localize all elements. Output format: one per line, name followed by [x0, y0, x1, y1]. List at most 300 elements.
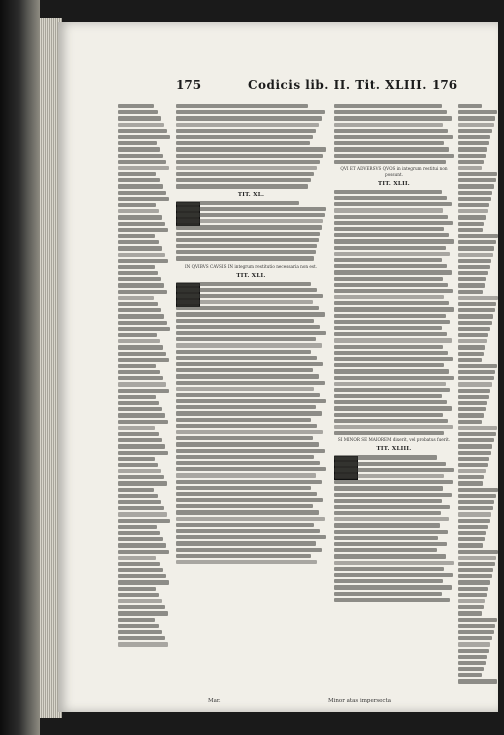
text-line — [334, 160, 446, 164]
text-line — [334, 239, 454, 243]
text-line — [176, 541, 316, 545]
text-line — [458, 512, 491, 516]
text-line — [118, 215, 162, 219]
text-line — [458, 543, 483, 547]
text-line — [118, 611, 168, 615]
text-line — [176, 201, 299, 205]
text-line — [458, 642, 490, 646]
text-line — [176, 160, 320, 164]
text-line — [334, 258, 442, 262]
text-line — [334, 270, 452, 274]
text-line — [176, 213, 325, 217]
text-line — [458, 339, 487, 343]
text-line — [458, 203, 489, 207]
text-line — [118, 475, 164, 479]
text-line — [334, 468, 454, 472]
main-column-left — [176, 104, 326, 652]
text-line — [458, 160, 484, 164]
text-line — [458, 290, 483, 294]
text-line — [458, 129, 492, 133]
text-line — [334, 573, 453, 577]
text-line — [458, 271, 488, 275]
text-line — [118, 154, 163, 158]
text-line — [334, 419, 448, 423]
text-line — [458, 382, 492, 386]
text-line — [176, 343, 322, 347]
text-line — [118, 333, 157, 337]
text-line — [118, 568, 163, 572]
text-line — [334, 511, 441, 515]
text-line — [334, 425, 453, 429]
text-line — [176, 207, 326, 211]
text-line — [458, 184, 494, 188]
text-line — [334, 530, 448, 534]
text-line — [458, 358, 482, 362]
text-line — [458, 667, 484, 671]
section-subheading: IN QVIBVS CAVSIS IN integrum restitutio necessaria non est. — [184, 263, 318, 269]
text-line — [118, 426, 155, 430]
text-line — [458, 197, 491, 201]
text-line — [118, 246, 162, 250]
text-line — [458, 679, 497, 683]
text-line — [118, 308, 161, 312]
text-line — [458, 110, 497, 114]
text-line — [176, 517, 325, 521]
text-line — [458, 519, 490, 523]
text-line — [118, 599, 162, 603]
text-line — [176, 362, 323, 366]
text-line — [176, 288, 317, 292]
text-line — [118, 370, 160, 374]
text-line — [176, 350, 311, 354]
text-line — [176, 104, 308, 108]
text-line — [118, 469, 161, 473]
text-line — [118, 382, 166, 386]
text-line — [176, 504, 313, 508]
text-line — [118, 321, 167, 325]
text-line — [118, 413, 165, 417]
text-line — [118, 512, 167, 516]
text-line — [176, 331, 326, 335]
text-line — [334, 413, 443, 417]
text-line — [118, 345, 163, 349]
text-line — [118, 184, 163, 188]
text-line — [458, 463, 488, 467]
text-line — [176, 300, 313, 304]
text-line — [176, 381, 325, 385]
text-line — [334, 123, 443, 127]
text-line — [118, 234, 155, 238]
text-line — [118, 364, 156, 368]
text-line — [176, 166, 317, 170]
text-line — [458, 562, 495, 566]
text-line — [118, 562, 160, 566]
text-line — [458, 277, 486, 281]
text-line — [334, 332, 447, 336]
text-line — [334, 233, 449, 237]
text-line — [176, 455, 314, 459]
text-line — [458, 265, 490, 269]
text-line — [334, 598, 450, 602]
text-line — [118, 587, 156, 591]
text-line — [118, 327, 170, 331]
text-line — [334, 320, 450, 324]
text-line — [118, 500, 161, 504]
text-line — [176, 337, 316, 341]
text-line — [458, 222, 484, 226]
text-line — [176, 418, 311, 422]
text-line — [176, 436, 313, 440]
text-line — [458, 395, 489, 399]
text-line — [118, 352, 166, 356]
text-line — [334, 104, 442, 108]
text-line — [458, 580, 490, 584]
text-line — [176, 473, 316, 477]
text-line — [176, 449, 325, 453]
running-title: Codicis lib. II. Tit. XLIII. — [248, 78, 427, 92]
text-line — [334, 277, 443, 281]
text-line — [458, 259, 491, 263]
text-line — [176, 387, 314, 391]
text-line — [118, 636, 165, 640]
text-line — [458, 457, 489, 461]
text-line — [334, 110, 447, 114]
text-line — [334, 363, 444, 367]
text-line — [458, 321, 492, 325]
text-line — [118, 228, 168, 232]
text-line — [176, 147, 326, 151]
text-line — [118, 519, 170, 523]
text-line — [458, 550, 498, 554]
text-line — [118, 438, 162, 442]
text-line — [458, 215, 486, 219]
main-column-right — [334, 104, 454, 652]
text-line — [334, 147, 449, 151]
text-line — [118, 253, 165, 257]
text-line — [118, 525, 157, 529]
text-line — [458, 154, 486, 158]
text-line — [118, 624, 159, 628]
running-header — [58, 78, 498, 98]
text-line — [118, 259, 168, 263]
text-line — [118, 203, 156, 207]
text-line — [176, 141, 310, 145]
text-line — [176, 368, 313, 372]
text-line — [118, 457, 155, 461]
text-line — [176, 430, 323, 434]
text-line — [334, 523, 440, 527]
text-line — [334, 190, 442, 194]
text-line — [334, 141, 444, 145]
text-line — [334, 301, 449, 305]
text-line — [458, 413, 484, 417]
text-line — [176, 178, 311, 182]
text-line — [176, 510, 319, 514]
book-page — [58, 22, 498, 712]
text-line — [458, 568, 493, 572]
text-line — [118, 302, 158, 306]
text-line — [118, 135, 170, 139]
text-line — [458, 587, 488, 591]
text-line — [334, 116, 452, 120]
text-line — [334, 264, 447, 268]
text-line — [334, 462, 446, 466]
text-line — [176, 135, 313, 139]
text-line — [118, 463, 158, 467]
text-line — [334, 382, 446, 386]
text-line — [334, 283, 448, 287]
page-number-right: 176 — [432, 78, 458, 92]
text-line — [458, 302, 496, 306]
text-line — [334, 400, 447, 404]
text-line — [334, 406, 452, 410]
text-line — [334, 505, 450, 509]
text-line — [118, 580, 169, 584]
text-line — [458, 655, 487, 659]
text-line — [334, 351, 448, 355]
text-line — [176, 529, 320, 533]
text-line — [118, 110, 158, 114]
section-heading: TIT. XL. — [237, 191, 265, 198]
text-line — [118, 401, 159, 405]
text-line — [334, 548, 437, 552]
text-line — [458, 191, 492, 195]
text-line — [176, 250, 316, 254]
text-line — [458, 506, 493, 510]
text-line — [458, 525, 488, 529]
text-line — [458, 488, 498, 492]
text-line — [118, 605, 165, 609]
text-line — [176, 560, 317, 564]
text-line — [334, 567, 444, 571]
text-line — [334, 202, 452, 206]
text-line — [118, 197, 169, 201]
text-line — [458, 469, 486, 473]
text-line — [176, 461, 320, 465]
text-line — [458, 605, 484, 609]
text-line — [334, 369, 449, 373]
text-line — [118, 543, 166, 547]
text-line — [118, 630, 162, 634]
text-line — [334, 246, 446, 250]
text-line — [118, 147, 160, 151]
text-line — [118, 222, 165, 226]
text-line — [334, 252, 450, 256]
text-line — [176, 154, 323, 158]
text-line — [334, 579, 443, 583]
text-line — [334, 314, 446, 318]
text-line — [458, 147, 487, 151]
text-line — [334, 376, 454, 380]
text-line — [118, 432, 159, 436]
text-line — [334, 208, 443, 212]
text-line — [176, 219, 323, 223]
section-heading: TIT. XLII. — [377, 180, 411, 187]
text-line — [176, 480, 322, 484]
text-line — [176, 442, 319, 446]
text-line — [458, 432, 496, 436]
text-line — [176, 294, 323, 298]
text-line — [458, 426, 497, 430]
text-line — [176, 548, 322, 552]
text-line — [458, 500, 494, 504]
text-line — [118, 116, 161, 120]
text-line — [118, 160, 166, 164]
text-line — [176, 325, 320, 329]
text-line — [176, 238, 319, 242]
text-line — [458, 308, 495, 312]
text-line — [458, 314, 493, 318]
text-line — [334, 388, 450, 392]
text-line — [118, 209, 159, 213]
text-line — [334, 542, 447, 546]
text-line — [334, 536, 438, 540]
text-line — [458, 401, 487, 405]
text-line — [176, 232, 320, 236]
text-line — [334, 326, 442, 330]
text-line — [458, 661, 486, 665]
page-number-left: 175 — [176, 78, 202, 92]
text-line — [458, 283, 485, 287]
text-line — [334, 295, 444, 299]
text-line — [118, 376, 163, 380]
text-line — [176, 467, 326, 471]
text-line — [176, 123, 319, 127]
text-line — [118, 314, 164, 318]
text-line — [458, 451, 491, 455]
text-line — [458, 420, 482, 424]
text-line — [334, 517, 449, 521]
text-line — [176, 411, 322, 415]
text-line — [458, 364, 497, 368]
text-line — [176, 535, 326, 539]
text-line — [118, 556, 156, 560]
text-line — [176, 554, 311, 558]
text-line — [458, 116, 495, 120]
text-line — [334, 129, 448, 133]
text-line — [458, 327, 490, 331]
text-line — [458, 649, 489, 653]
text-line — [458, 240, 496, 244]
text-line — [118, 283, 164, 287]
text-line — [458, 253, 493, 257]
text-line — [334, 480, 453, 484]
text-line — [176, 116, 322, 120]
text-line — [458, 407, 486, 411]
text-line — [334, 474, 444, 478]
text-line — [118, 172, 156, 176]
book-spine — [0, 0, 40, 735]
text-line — [458, 135, 490, 139]
text-line — [118, 531, 160, 535]
text-line — [458, 141, 489, 145]
left-margin-glosses — [118, 104, 170, 652]
text-line — [176, 306, 319, 310]
text-line — [118, 420, 168, 424]
text-line — [118, 618, 155, 622]
text-line — [334, 493, 452, 497]
text-line — [176, 498, 323, 502]
text-line — [118, 178, 160, 182]
text-line — [176, 523, 314, 527]
text-line — [118, 290, 167, 294]
text-line — [334, 307, 454, 311]
text-line — [118, 358, 169, 362]
text-line — [176, 393, 320, 397]
section-heading: TIT. XLI. — [236, 272, 266, 279]
text-line — [334, 486, 443, 490]
text-line — [118, 395, 156, 399]
section-heading: TIT. XLIII. — [376, 446, 412, 453]
text-line — [458, 370, 495, 374]
text-line — [458, 556, 496, 560]
text-line — [118, 123, 164, 127]
section-subheading: SI MINOR SE MAIOREM dixerit, vel probatus fuerit. — [337, 437, 451, 443]
text-line — [334, 289, 453, 293]
text-line — [458, 376, 494, 380]
text-line — [458, 574, 492, 578]
text-line — [458, 481, 483, 485]
text-line — [334, 394, 442, 398]
text-line — [334, 592, 442, 596]
text-line — [334, 455, 437, 459]
text-line — [118, 407, 162, 411]
text-line — [334, 357, 453, 361]
text-line — [118, 277, 161, 281]
text-line — [176, 172, 314, 176]
section-subheading: QVI ET ADVERSVS QVOS in integrum restitui non possunt. — [340, 165, 448, 177]
text-line — [118, 339, 160, 343]
text-line — [118, 104, 154, 108]
text-line — [118, 296, 154, 300]
catchword-left: Mar. — [208, 698, 221, 704]
text-line — [458, 123, 494, 127]
text-line — [118, 593, 159, 597]
text-line — [458, 172, 497, 176]
text-line — [458, 475, 484, 479]
text-line — [458, 296, 498, 300]
text-line — [334, 227, 444, 231]
text-line — [458, 333, 488, 337]
text-line — [334, 345, 443, 349]
text-line — [458, 593, 487, 597]
text-line — [118, 265, 155, 269]
text-line — [458, 611, 482, 615]
text-line — [118, 550, 169, 554]
text-line — [176, 256, 314, 260]
text-line — [458, 228, 483, 232]
text-line — [334, 135, 453, 139]
text-line — [176, 356, 317, 360]
text-line — [458, 618, 497, 622]
text-line — [458, 494, 496, 498]
text-line — [118, 537, 163, 541]
text-line — [458, 537, 485, 541]
text-line — [118, 129, 167, 133]
text-line — [176, 129, 316, 133]
text-line — [334, 196, 447, 200]
text-line — [334, 554, 446, 558]
text-line — [176, 319, 314, 323]
text-line — [176, 405, 316, 409]
text-line — [176, 486, 311, 490]
text-line — [334, 585, 452, 589]
text-line — [176, 184, 308, 188]
text-line — [458, 178, 496, 182]
text-line — [118, 191, 166, 195]
text-line — [118, 506, 164, 510]
text-line — [334, 561, 454, 565]
